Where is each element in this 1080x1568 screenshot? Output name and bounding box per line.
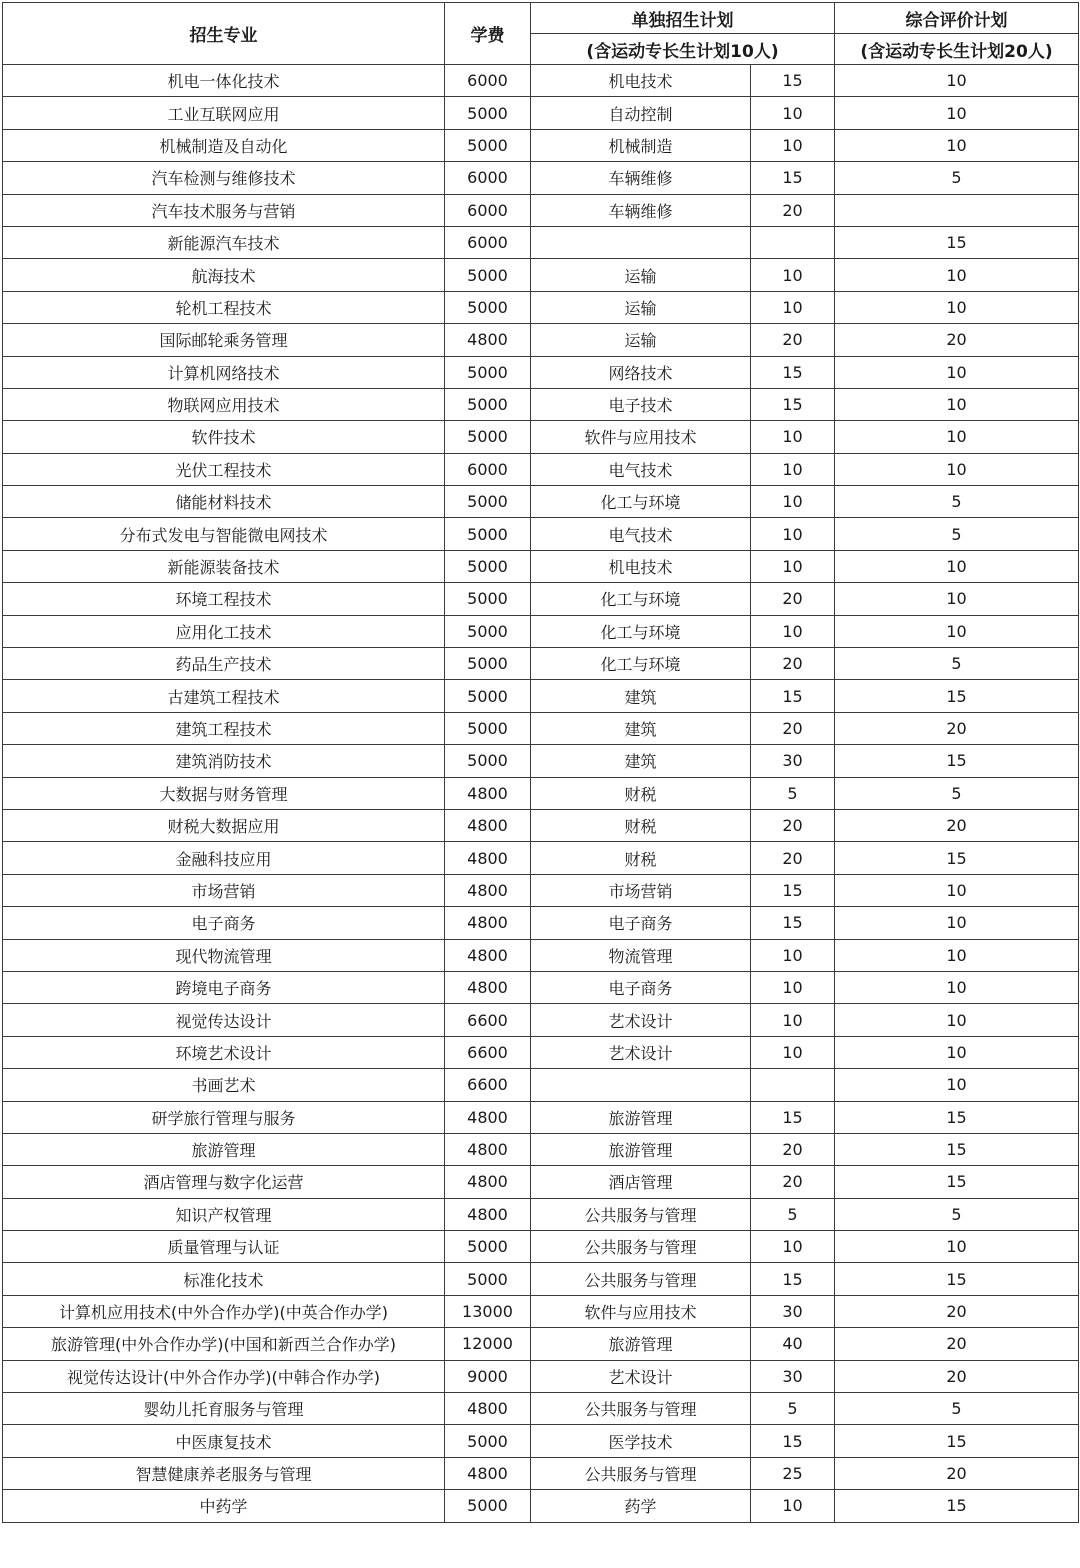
header-comprehensive-plan: 综合评价计划 [835, 3, 1079, 34]
single-plan-count-cell: 40 [751, 1328, 835, 1360]
tuition-cell: 5000 [445, 356, 531, 388]
single-plan-category-cell: 公共服务与管理 [531, 1393, 751, 1425]
tuition-cell: 5000 [445, 1425, 531, 1457]
tuition-cell: 5000 [445, 550, 531, 582]
table-row [3, 907, 1079, 939]
table-body [3, 65, 1079, 1523]
tuition-cell: 6000 [445, 162, 531, 194]
single-plan-count-cell: 10 [751, 129, 835, 161]
comprehensive-plan-count-cell: 10 [835, 97, 1079, 129]
single-plan-category-cell: 财税 [531, 777, 751, 809]
table-row [3, 680, 1079, 712]
comprehensive-plan-count-cell: 10 [835, 291, 1079, 323]
table-row [3, 1393, 1079, 1425]
single-plan-count-cell: 10 [751, 486, 835, 518]
tuition-cell: 4800 [445, 1166, 531, 1198]
table-row [3, 842, 1079, 874]
single-plan-count-cell: 20 [751, 712, 835, 744]
header-tuition: 学费 [445, 3, 531, 65]
comprehensive-plan-count-cell: 10 [835, 874, 1079, 906]
major-cell: 药品生产技术 [3, 648, 445, 680]
single-plan-count-cell: 5 [751, 777, 835, 809]
comprehensive-plan-count-cell: 5 [835, 777, 1079, 809]
single-plan-count-cell: 5 [751, 1393, 835, 1425]
comprehensive-plan-count-cell: 15 [835, 1166, 1079, 1198]
major-cell: 建筑工程技术 [3, 712, 445, 744]
single-plan-category-cell: 软件与应用技术 [531, 421, 751, 453]
table-row [3, 1490, 1079, 1522]
major-cell: 机电一体化技术 [3, 65, 445, 97]
single-plan-category-cell: 机电技术 [531, 550, 751, 582]
comprehensive-plan-count-cell: 10 [835, 971, 1079, 1003]
tuition-cell: 5000 [445, 518, 531, 550]
major-cell: 应用化工技术 [3, 615, 445, 647]
single-plan-category-cell: 旅游管理 [531, 1133, 751, 1165]
table-row [3, 194, 1079, 226]
table-row [3, 1457, 1079, 1489]
single-plan-category-cell: 电子商务 [531, 971, 751, 1003]
single-plan-count-cell: 10 [751, 291, 835, 323]
single-plan-category-cell: 建筑 [531, 712, 751, 744]
header-single-plan-note: (含运动专长生计划10人) [531, 34, 835, 65]
single-plan-count-cell: 20 [751, 194, 835, 226]
header-major: 招生专业 [3, 3, 445, 65]
major-cell: 大数据与财务管理 [3, 777, 445, 809]
tuition-cell: 6000 [445, 65, 531, 97]
major-cell: 计算机应用技术(中外合作办学)(中英合作办学) [3, 1295, 445, 1327]
comprehensive-plan-count-cell: 10 [835, 1231, 1079, 1263]
major-cell: 建筑消防技术 [3, 745, 445, 777]
comprehensive-plan-count-cell: 10 [835, 421, 1079, 453]
table-row [3, 874, 1079, 906]
tuition-cell: 5000 [445, 1490, 531, 1522]
tuition-cell: 6000 [445, 226, 531, 258]
major-cell: 环境艺术设计 [3, 1036, 445, 1068]
major-cell: 市场营销 [3, 874, 445, 906]
single-plan-count-cell: 15 [751, 907, 835, 939]
tuition-cell: 4800 [445, 1393, 531, 1425]
table-row [3, 1231, 1079, 1263]
table-row [3, 129, 1079, 161]
comprehensive-plan-count-cell: 20 [835, 1457, 1079, 1489]
tuition-cell: 5000 [445, 615, 531, 647]
single-plan-category-cell: 运输 [531, 259, 751, 291]
major-cell: 中药学 [3, 1490, 445, 1522]
single-plan-category-cell: 酒店管理 [531, 1166, 751, 1198]
major-cell: 轮机工程技术 [3, 291, 445, 323]
comprehensive-plan-count-cell: 15 [835, 226, 1079, 258]
tuition-cell: 6600 [445, 1036, 531, 1068]
single-plan-category-cell: 机电技术 [531, 65, 751, 97]
tuition-cell: 9000 [445, 1360, 531, 1392]
major-cell: 计算机网络技术 [3, 356, 445, 388]
table-row [3, 1295, 1079, 1327]
table-row [3, 291, 1079, 323]
tuition-cell: 12000 [445, 1328, 531, 1360]
single-plan-category-cell: 财税 [531, 809, 751, 841]
tuition-cell: 5000 [445, 680, 531, 712]
comprehensive-plan-count-cell: 10 [835, 65, 1079, 97]
comprehensive-plan-count-cell: 15 [835, 1133, 1079, 1165]
table-row [3, 1198, 1079, 1230]
major-cell: 储能材料技术 [3, 486, 445, 518]
tuition-cell: 5000 [445, 486, 531, 518]
single-plan-count-cell: 15 [751, 1263, 835, 1295]
single-plan-category-cell: 艺术设计 [531, 1360, 751, 1392]
single-plan-category-cell: 机械制造 [531, 129, 751, 161]
tuition-cell: 5000 [445, 129, 531, 161]
single-plan-count-cell: 10 [751, 259, 835, 291]
single-plan-count-cell: 30 [751, 745, 835, 777]
single-plan-category-cell: 建筑 [531, 680, 751, 712]
single-plan-count-cell: 10 [751, 1490, 835, 1522]
table-row [3, 162, 1079, 194]
single-plan-count-cell: 20 [751, 1133, 835, 1165]
comprehensive-plan-count-cell: 10 [835, 615, 1079, 647]
single-plan-category-cell: 药学 [531, 1490, 751, 1522]
comprehensive-plan-count-cell: 10 [835, 259, 1079, 291]
major-cell: 软件技术 [3, 421, 445, 453]
table-row [3, 1360, 1079, 1392]
tuition-cell: 4800 [445, 842, 531, 874]
comprehensive-plan-count-cell: 10 [835, 129, 1079, 161]
tuition-cell: 6000 [445, 194, 531, 226]
table-row [3, 1101, 1079, 1133]
comprehensive-plan-count-cell: 15 [835, 842, 1079, 874]
tuition-cell: 5000 [445, 1231, 531, 1263]
single-plan-category-cell: 艺术设计 [531, 1036, 751, 1068]
single-plan-count-cell: 15 [751, 874, 835, 906]
tuition-cell: 5000 [445, 712, 531, 744]
single-plan-count-cell: 10 [751, 518, 835, 550]
tuition-cell: 4800 [445, 324, 531, 356]
major-cell: 光伏工程技术 [3, 453, 445, 485]
comprehensive-plan-count-cell: 5 [835, 1393, 1079, 1425]
major-cell: 汽车技术服务与营销 [3, 194, 445, 226]
single-plan-category-cell: 医学技术 [531, 1425, 751, 1457]
tuition-cell: 6000 [445, 453, 531, 485]
single-plan-category-cell: 建筑 [531, 745, 751, 777]
major-cell: 智慧健康养老服务与管理 [3, 1457, 445, 1489]
major-cell: 视觉传达设计(中外合作办学)(中韩合作办学) [3, 1360, 445, 1392]
tuition-cell: 5000 [445, 583, 531, 615]
comprehensive-plan-count-cell: 10 [835, 939, 1079, 971]
single-plan-category-cell: 化工与环境 [531, 648, 751, 680]
major-cell: 分布式发电与智能微电网技术 [3, 518, 445, 550]
major-cell: 研学旅行管理与服务 [3, 1101, 445, 1133]
comprehensive-plan-count-cell: 15 [835, 1490, 1079, 1522]
single-plan-category-cell: 车辆维修 [531, 162, 751, 194]
table-row [3, 97, 1079, 129]
single-plan-count-cell: 15 [751, 65, 835, 97]
comprehensive-plan-count-cell: 15 [835, 1101, 1079, 1133]
single-plan-count-cell: 30 [751, 1360, 835, 1392]
comprehensive-plan-count-cell: 15 [835, 745, 1079, 777]
single-plan-count-cell: 10 [751, 971, 835, 1003]
table-row [3, 1133, 1079, 1165]
comprehensive-plan-count-cell: 5 [835, 518, 1079, 550]
tuition-cell: 4800 [445, 809, 531, 841]
tuition-cell: 5000 [445, 1263, 531, 1295]
comprehensive-plan-count-cell: 20 [835, 712, 1079, 744]
single-plan-count-cell: 30 [751, 1295, 835, 1327]
comprehensive-plan-count-cell: 10 [835, 356, 1079, 388]
single-plan-count-cell: 15 [751, 1101, 835, 1133]
single-plan-count-cell: 15 [751, 680, 835, 712]
major-cell: 现代物流管理 [3, 939, 445, 971]
single-plan-category-cell: 网络技术 [531, 356, 751, 388]
tuition-cell: 4800 [445, 1198, 531, 1230]
major-cell: 物联网应用技术 [3, 388, 445, 420]
single-plan-category-cell: 旅游管理 [531, 1101, 751, 1133]
major-cell: 婴幼儿托育服务与管理 [3, 1393, 445, 1425]
table-row [3, 324, 1079, 356]
tuition-cell: 5000 [445, 97, 531, 129]
table-row [3, 971, 1079, 1003]
single-plan-category-cell: 化工与环境 [531, 615, 751, 647]
tuition-cell: 5000 [445, 388, 531, 420]
major-cell: 新能源装备技术 [3, 550, 445, 582]
tuition-cell: 4800 [445, 939, 531, 971]
major-cell: 旅游管理(中外合作办学)(中国和新西兰合作办学) [3, 1328, 445, 1360]
single-plan-category-cell: 运输 [531, 324, 751, 356]
comprehensive-plan-count-cell: 10 [835, 1036, 1079, 1068]
table-row [3, 518, 1079, 550]
single-plan-category-cell: 运输 [531, 291, 751, 323]
header-comprehensive-plan-note: (含运动专长生计划20人) [835, 34, 1079, 65]
single-plan-count-cell: 10 [751, 97, 835, 129]
major-cell: 汽车检测与维修技术 [3, 162, 445, 194]
single-plan-count-cell: 15 [751, 388, 835, 420]
table-row [3, 712, 1079, 744]
major-cell: 航海技术 [3, 259, 445, 291]
tuition-cell: 5000 [445, 745, 531, 777]
header-single-plan: 单独招生计划 [531, 3, 835, 34]
table-row [3, 356, 1079, 388]
single-plan-category-cell: 公共服务与管理 [531, 1198, 751, 1230]
single-plan-count-cell: 20 [751, 648, 835, 680]
single-plan-category-cell: 软件与应用技术 [531, 1295, 751, 1327]
major-cell: 中医康复技术 [3, 1425, 445, 1457]
major-cell: 旅游管理 [3, 1133, 445, 1165]
comprehensive-plan-count-cell: 20 [835, 1328, 1079, 1360]
single-plan-count-cell: 20 [751, 842, 835, 874]
single-plan-count-cell: 15 [751, 356, 835, 388]
comprehensive-plan-count-cell: 10 [835, 907, 1079, 939]
single-plan-count-cell [751, 1069, 835, 1101]
comprehensive-plan-count-cell: 10 [835, 583, 1079, 615]
comprehensive-plan-count-cell: 20 [835, 1295, 1079, 1327]
table-row [3, 745, 1079, 777]
single-plan-count-cell: 15 [751, 162, 835, 194]
major-cell: 环境工程技术 [3, 583, 445, 615]
single-plan-count-cell: 10 [751, 615, 835, 647]
major-cell: 机械制造及自动化 [3, 129, 445, 161]
table-row [3, 1263, 1079, 1295]
major-cell: 工业互联网应用 [3, 97, 445, 129]
single-plan-count-cell [751, 226, 835, 258]
comprehensive-plan-count-cell: 5 [835, 162, 1079, 194]
table-row [3, 550, 1079, 582]
tuition-cell: 5000 [445, 259, 531, 291]
table-row [3, 939, 1079, 971]
single-plan-category-cell: 公共服务与管理 [531, 1457, 751, 1489]
table-row [3, 1328, 1079, 1360]
single-plan-count-cell: 20 [751, 583, 835, 615]
tuition-cell: 4800 [445, 1457, 531, 1489]
single-plan-category-cell: 电气技术 [531, 518, 751, 550]
tuition-cell: 6600 [445, 1004, 531, 1036]
major-cell: 酒店管理与数字化运营 [3, 1166, 445, 1198]
comprehensive-plan-count-cell: 20 [835, 1360, 1079, 1392]
table-row [3, 1425, 1079, 1457]
single-plan-category-cell: 自动控制 [531, 97, 751, 129]
major-cell: 跨境电子商务 [3, 971, 445, 1003]
major-cell: 金融科技应用 [3, 842, 445, 874]
comprehensive-plan-count-cell: 5 [835, 1198, 1079, 1230]
tuition-cell: 4800 [445, 1133, 531, 1165]
comprehensive-plan-count-cell: 15 [835, 680, 1079, 712]
comprehensive-plan-count-cell: 10 [835, 1069, 1079, 1101]
table-row [3, 1036, 1079, 1068]
table-row [3, 1166, 1079, 1198]
major-cell: 财税大数据应用 [3, 809, 445, 841]
table-row [3, 648, 1079, 680]
comprehensive-plan-count-cell: 20 [835, 809, 1079, 841]
major-cell: 书画艺术 [3, 1069, 445, 1101]
single-plan-count-cell: 10 [751, 550, 835, 582]
table-row [3, 65, 1079, 97]
table-row [3, 259, 1079, 291]
table-row [3, 226, 1079, 258]
comprehensive-plan-count-cell: 10 [835, 550, 1079, 582]
table-row [3, 1004, 1079, 1036]
single-plan-category-cell: 电子技术 [531, 388, 751, 420]
single-plan-count-cell: 10 [751, 453, 835, 485]
single-plan-category-cell: 化工与环境 [531, 486, 751, 518]
comprehensive-plan-count-cell: 10 [835, 453, 1079, 485]
table-row [3, 615, 1079, 647]
single-plan-category-cell: 电气技术 [531, 453, 751, 485]
comprehensive-plan-count-cell: 20 [835, 324, 1079, 356]
tuition-cell: 4800 [445, 1101, 531, 1133]
comprehensive-plan-count-cell: 5 [835, 648, 1079, 680]
tuition-cell: 4800 [445, 874, 531, 906]
single-plan-category-cell: 车辆维修 [531, 194, 751, 226]
single-plan-count-cell: 10 [751, 1004, 835, 1036]
tuition-cell: 4800 [445, 907, 531, 939]
major-cell: 质量管理与认证 [3, 1231, 445, 1263]
tuition-cell: 5000 [445, 291, 531, 323]
single-plan-category-cell [531, 226, 751, 258]
tuition-cell: 6600 [445, 1069, 531, 1101]
single-plan-category-cell: 电子商务 [531, 907, 751, 939]
single-plan-category-cell: 艺术设计 [531, 1004, 751, 1036]
single-plan-count-cell: 10 [751, 421, 835, 453]
tuition-cell: 5000 [445, 421, 531, 453]
single-plan-category-cell: 物流管理 [531, 939, 751, 971]
single-plan-category-cell: 财税 [531, 842, 751, 874]
tuition-cell: 5000 [445, 648, 531, 680]
major-cell: 古建筑工程技术 [3, 680, 445, 712]
table-row [3, 1069, 1079, 1101]
table-row [3, 777, 1079, 809]
major-cell: 电子商务 [3, 907, 445, 939]
tuition-cell: 4800 [445, 971, 531, 1003]
single-plan-category-cell: 化工与环境 [531, 583, 751, 615]
tuition-cell: 4800 [445, 777, 531, 809]
comprehensive-plan-count-cell: 10 [835, 388, 1079, 420]
table-row [3, 388, 1079, 420]
single-plan-count-cell: 20 [751, 809, 835, 841]
comprehensive-plan-count-cell: 15 [835, 1263, 1079, 1295]
single-plan-count-cell: 10 [751, 939, 835, 971]
comprehensive-plan-count-cell: 5 [835, 486, 1079, 518]
table-row [3, 421, 1079, 453]
comprehensive-plan-count-cell: 15 [835, 1425, 1079, 1457]
single-plan-count-cell: 15 [751, 1425, 835, 1457]
single-plan-count-cell: 25 [751, 1457, 835, 1489]
single-plan-category-cell: 公共服务与管理 [531, 1263, 751, 1295]
major-cell: 视觉传达设计 [3, 1004, 445, 1036]
single-plan-category-cell: 旅游管理 [531, 1328, 751, 1360]
single-plan-count-cell: 20 [751, 1166, 835, 1198]
header-row [3, 3, 1079, 34]
table-row [3, 583, 1079, 615]
single-plan-count-cell: 20 [751, 324, 835, 356]
major-cell: 国际邮轮乘务管理 [3, 324, 445, 356]
single-plan-count-cell: 5 [751, 1198, 835, 1230]
major-cell: 标准化技术 [3, 1263, 445, 1295]
comprehensive-plan-count-cell [835, 194, 1079, 226]
table-row [3, 809, 1079, 841]
single-plan-count-cell: 10 [751, 1036, 835, 1068]
table-row [3, 486, 1079, 518]
single-plan-count-cell: 10 [751, 1231, 835, 1263]
table-row [3, 453, 1079, 485]
single-plan-category-cell [531, 1069, 751, 1101]
comprehensive-plan-count-cell: 10 [835, 1004, 1079, 1036]
single-plan-category-cell: 市场营销 [531, 874, 751, 906]
major-cell: 新能源汽车技术 [3, 226, 445, 258]
major-cell: 知识产权管理 [3, 1198, 445, 1230]
single-plan-category-cell: 公共服务与管理 [531, 1231, 751, 1263]
enrollment-plan-table [2, 2, 1079, 1523]
tuition-cell: 13000 [445, 1295, 531, 1327]
